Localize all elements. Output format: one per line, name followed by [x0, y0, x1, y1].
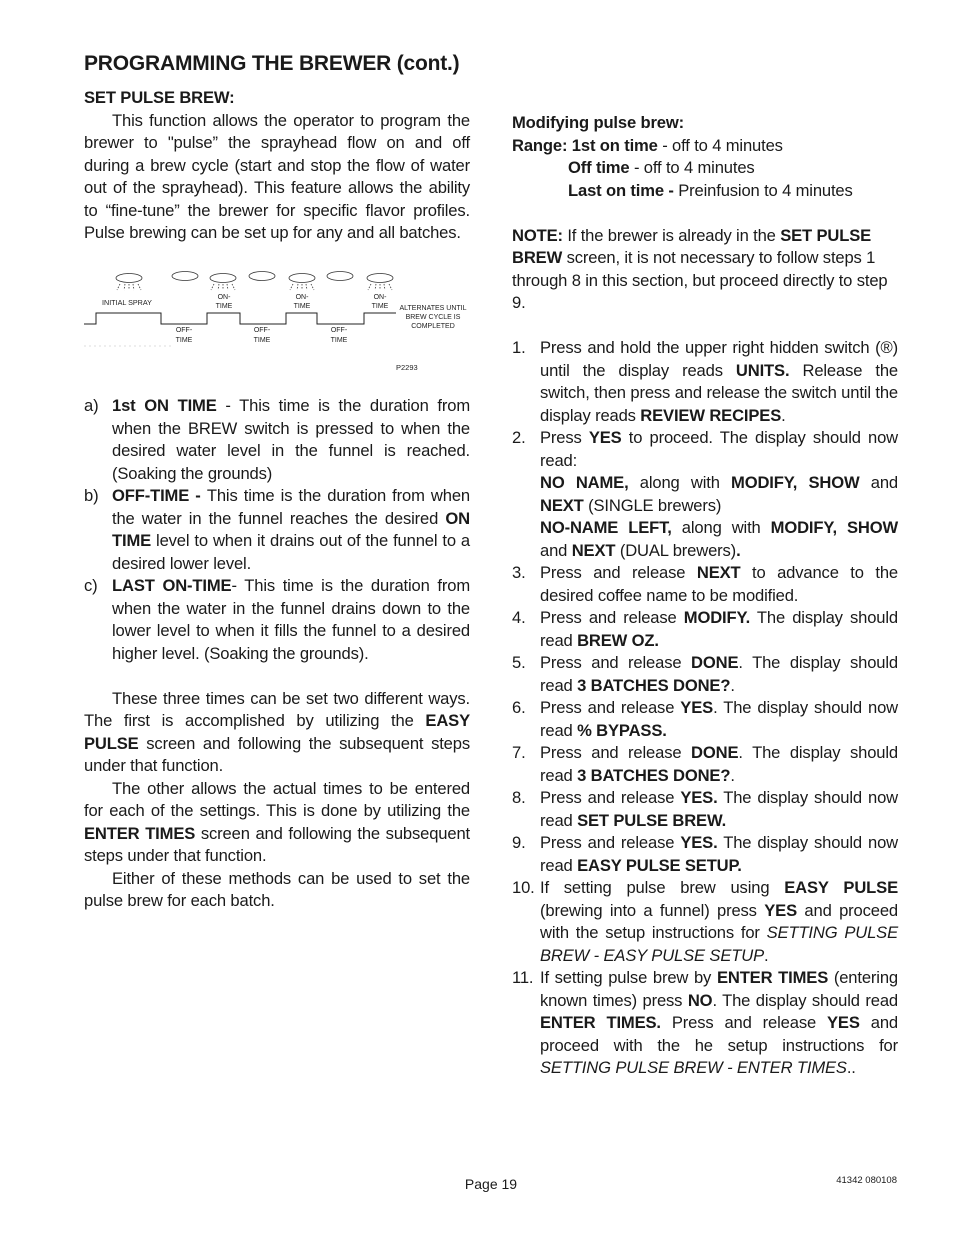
item-term: 1st ON TIME: [112, 396, 217, 415]
text-run: screen and following the subsequent steps under that function.: [84, 823, 470, 865]
sprayhead-icon: [327, 272, 353, 281]
sprayhead-icons: [116, 272, 393, 291]
text-run: screen, it is not necessary to follow steps 1 through 8 in this section, but proceed directly to step 9.: [512, 248, 888, 312]
sprayhead-icon: [116, 274, 142, 291]
label-alternates: BREW CYCLE IS: [405, 314, 461, 321]
step-number: 2.: [512, 428, 526, 447]
definition-item: [84, 575, 470, 665]
sprayhead-icon: [367, 274, 393, 291]
step-item: 2. Press YES to proceed. The display should now read: NO NAME, along with MODIFY, SHOW and NEXT (SINGLE brewers) NO-NAME LEFT, along with MODIFY, SHOW and NEXT (DUAL brewers).: [512, 428, 898, 560]
step-number: 6.: [512, 698, 526, 717]
range-line: [512, 135, 898, 158]
range-line: [512, 157, 898, 180]
step-number: 4.: [512, 608, 526, 627]
intro-paragraph: This function allows the operator to program the brewer to "pulse” the sprayhead flow on and off during a brew cycle (start and stop the flow of water out of the sprayhead). This feature allows the ability to “fine-tune” the brewer for specific flavor profiles. Pulse brewing can be set up for any and all batches.: [84, 110, 470, 242]
label-off-time: TIME: [175, 337, 193, 344]
label-initial-spray: INITIAL SPRAY: [102, 298, 152, 307]
label-on-time: ON-: [217, 294, 231, 301]
sprayhead-icon: [289, 274, 315, 291]
step-item: 3. Press and release NEXT to advance to the desired coffee name to be modified.: [512, 563, 898, 605]
step-number: 3.: [512, 563, 526, 582]
note-label: NOTE:: [512, 225, 563, 245]
label-on-time: TIME: [371, 303, 389, 310]
figure-id: P2293: [396, 363, 418, 372]
text-run-bold: SET PULSE BREW: [512, 225, 872, 267]
note: [512, 225, 898, 315]
item-text: - This time is the duration from when the BREW switch is pressed to when the desired water level in the funnel is reached. (Soaking the grounds): [112, 396, 470, 483]
step-item: 11. If setting pulse brew by ENTER TIMES (entering known times) press NO. The display should read ENTER TIMES. Press and release YES and proceed with the he setup instructions for SETTING PULSE BREW - ENTER TIMES..: [512, 968, 898, 1077]
text-run: The other allows the actual times to be entered for each of the settings. This is done by utilizing the: [84, 778, 470, 820]
left-column-top: [84, 87, 470, 245]
step-number: 8.: [512, 788, 526, 807]
label-alternates: COMPLETED: [411, 323, 455, 330]
label-off-time: OFF-: [175, 327, 193, 334]
right-column: [512, 112, 898, 1080]
range-label: Off time: [568, 158, 630, 177]
step-number: 7.: [512, 743, 526, 762]
steps-list: [512, 337, 898, 1080]
document-code: 41342 080108: [836, 1175, 897, 1186]
step-number: 10.: [512, 878, 535, 897]
pulse-waveform: [84, 313, 396, 324]
item-term: ON TIME: [112, 508, 470, 550]
item-text: level to when it drains out of the funnel to a desired lower level.: [112, 531, 470, 573]
paragraph: [84, 688, 470, 778]
range-value: Preinfusion to 4 minutes: [673, 180, 853, 200]
item-text: This time is the duration from when the water in the funnel reaches the desired: [112, 486, 470, 528]
step-item: 10. If setting pulse brew using EASY PULSE (brewing into a funnel) press YES and proceed with the setup instructions for SETTING PULSE BREW - EASY PULSE SETUP.: [512, 878, 898, 965]
label-off-time: OFF-: [253, 327, 271, 334]
label-on-time: ON-: [295, 294, 309, 301]
label-off-time: TIME: [253, 337, 271, 344]
step-number: 11.: [512, 968, 534, 987]
paragraph: Either of these methods can be used to set the pulse brew for each batch.: [84, 868, 470, 910]
range-label: Range: 1st on time: [512, 135, 658, 155]
label-on-time: TIME: [293, 303, 311, 310]
label-off-time: OFF-: [330, 327, 348, 334]
text-run: These three times can be set two different ways. The first is accomplished by utilizing the: [84, 688, 470, 730]
item-term: OFF-TIME -: [112, 486, 207, 505]
sprayhead-icon: [249, 272, 275, 281]
step-number: 5.: [512, 653, 526, 672]
text-run-bold: EASY PULSE: [84, 711, 470, 753]
step-number: 9.: [512, 833, 526, 852]
step-item: 6. Press and release YES. The display should now read % BYPASS.: [512, 698, 898, 740]
page-title: PROGRAMMING THE BREWER (cont.): [84, 52, 460, 75]
label-on-time: TIME: [215, 303, 233, 310]
definition-item: [84, 395, 470, 485]
step-item: 4. Press and release MODIFY. The display should read BREW OZ.: [512, 608, 898, 650]
page-number: Page 19: [464, 1176, 518, 1192]
step-item: 8. Press and release YES. The display should now read SET PULSE BREW.: [512, 788, 898, 830]
step-item: 5. Press and release DONE. The display should read 3 BATCHES DONE?.: [512, 653, 898, 695]
label-alternates: ALTERNATES UNTIL: [399, 305, 467, 312]
item-label: a): [84, 396, 99, 415]
step-number: 1.: [512, 338, 526, 357]
step-item: 1. Press and hold the upper right hidden switch (®) until the display reads UNITS. Release the switch, then press and release the switch until the display reads REVIEW RECIPES.: [512, 338, 898, 425]
left-column-bottom: [84, 395, 470, 913]
range-value: - off to 4 minutes: [657, 135, 783, 155]
sprayhead-icon: [172, 272, 198, 281]
item-term: LAST ON-TIME: [112, 576, 232, 595]
step-item: 9. Press and release YES. The display should now read EASY PULSE SETUP.: [512, 833, 898, 875]
range-value: - off to 4 minutes: [629, 158, 755, 177]
text-run: If the brewer is already in the: [562, 225, 781, 245]
text-run: screen and following the subsequent steps under that function.: [84, 733, 470, 775]
item-text: - This time is the duration from when the water in the funnel drains down to the lower level to when it fills the funnel to a desired higher level. (Soaking the grounds).: [112, 576, 470, 663]
definition-item: [84, 485, 470, 575]
modifying-heading: Modifying pulse brew:: [512, 113, 685, 132]
label-off-time: TIME: [330, 337, 348, 344]
paragraph: [84, 778, 470, 868]
label-on-time: ON-: [373, 294, 387, 301]
item-label: b): [84, 486, 99, 505]
pulse-diagram: [84, 266, 484, 381]
range-line: [512, 180, 898, 203]
step-item: 7. Press and release DONE. The display should read 3 BATCHES DONE?.: [512, 743, 898, 785]
range-label: Last on time -: [568, 180, 674, 200]
sprayhead-icon: [210, 274, 236, 291]
section-heading: SET PULSE BREW:: [84, 88, 235, 107]
text-run-bold: ENTER TIMES: [84, 823, 196, 843]
pulse-diagram-svg: [84, 266, 484, 381]
item-label: c): [84, 576, 98, 595]
